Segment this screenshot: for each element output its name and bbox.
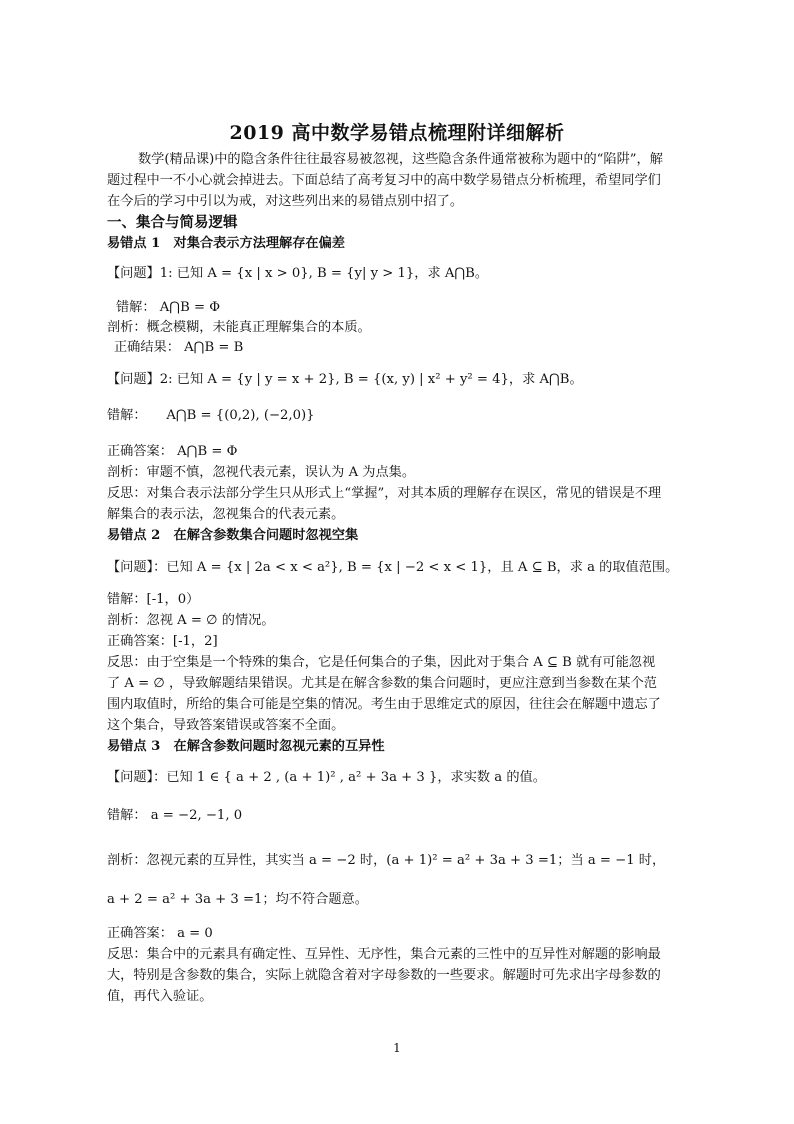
point1-q1-correct: 正确结果： A⋂B = B <box>114 340 244 355</box>
point3-reflect-3: 值，再代入验证。 <box>107 989 213 1004</box>
point1-q2-reflect-2: 解集合的表示法，忽视集合的代表元素。 <box>107 507 345 522</box>
point1-q2-wrong: 错解： A⋂B = {(0,2), (−2,0)} <box>107 408 315 423</box>
point1-heading: 易错点 1 对集合表示方法理解存在偏差 <box>107 236 345 251</box>
intro-line-3: 在今后的学习中引以为戒，对这些列出来的易错点别中招了。 <box>107 194 464 209</box>
point2-heading: 易错点 2 在解含参数集合问题时忽视空集 <box>107 528 359 543</box>
point1-q2-correct: 正确答案： A⋂B = Φ <box>107 444 238 459</box>
point2-reflect-2: 了 A = ∅ ，导致解题结果错误。尤其是在解含参数的集合问题时，更应注意到当参数在某个范 <box>107 676 657 691</box>
point1-q2-reflect-1: 反思：对集合表示法部分学生只从形式上“掌握”，对其本质的理解存在误区，常见的错误是不理 <box>107 486 662 501</box>
point2-analysis: 剖析：忽视 A = ∅ 的情况。 <box>107 613 275 628</box>
point3-analysis-2: a + 2 = a² + 3a + 3 =1；均不符合题意。 <box>107 892 368 907</box>
section-heading: 一、集合与简易逻辑 <box>107 214 238 231</box>
page-number: 1 <box>393 1041 401 1055</box>
point3-heading: 易错点 3 在解含参数问题时忽视元素的互异性 <box>107 739 385 754</box>
point1-q1-wrong: 错解： A⋂B = Φ <box>116 300 221 315</box>
point3-reflect-1: 反思：集合中的元素具有确定性、互异性、无序性，集合元素的三性中的互异性对解题的影响最 <box>107 947 661 962</box>
point1-q1-analysis: 剖析：概念模糊，未能真正理解集合的本质。 <box>107 320 371 335</box>
point3-reflect-2: 大，特别是含参数的集合，实际上就隐含着对字母参数的一些要求。解题时可先求出字母参数的 <box>107 968 661 983</box>
point1-question1: 【问题】1: 已知 A = {x | x > 0}, B = {y| y > 1}，求 A⋂B。 <box>107 266 489 281</box>
intro-line-1: 数学(精品课)中的隐含条件往往最容易被忽视，这些隐含条件通常被称为题中的“陷阱”，解 <box>138 152 663 167</box>
point3-analysis-1: 剖析：忽视元素的互异性，其实当 a = −2 时，(a + 1)² = a² + 3a + 3 =1；当 a = −1 时， <box>107 853 666 868</box>
page-title: 2019 高中数学易错点梳理附详细解析 <box>229 122 565 144</box>
point2-reflect-1: 反思：由于空集是一个特殊的集合，它是任何集合的子集，因此对于集合 A ⊆ B 就有可能忽视 <box>107 655 656 670</box>
point3-question: 【问题】：已知 1 ∈ { a + 2 , (a + 1)² , a² + 3a + 3 }，求实数 a 的值。 <box>107 770 546 785</box>
point1-q2-analysis: 剖析：审题不慎，忽视代表元素，误认为 A 为点集。 <box>107 465 416 480</box>
point2-wrong: 错解：[-1，0） <box>107 592 200 607</box>
point3-correct: 正确答案： a = 0 <box>107 926 213 941</box>
point2-question: 【问题】：已知 A = {x | 2a < x < a²}, B = {x | −2 < x < 1}，且 A ⊆ B，求 a 的取值范围。 <box>107 560 679 575</box>
intro-line-2: 题过程中一不小心就会掉进去。下面总结了高考复习中的高中数学易错点分析梳理，希望同学们 <box>107 173 661 188</box>
point3-wrong: 错解： a = −2, −1, 0 <box>107 808 243 823</box>
point2-correct: 正确答案：[-1，2] <box>107 634 218 649</box>
point2-reflect-3: 围内取值时，所给的集合可能是空集的情况。考生由于思维定式的原因，往往会在解题中遗忘了 <box>107 697 661 712</box>
point1-question2: 【问题】2: 已知 A = {y | y = x + 2}, B = {(x, y) | x² + y² = 4}，求 A⋂B。 <box>107 372 583 387</box>
point2-reflect-4: 这个集合，导致答案错误或答案不全面。 <box>107 718 345 733</box>
